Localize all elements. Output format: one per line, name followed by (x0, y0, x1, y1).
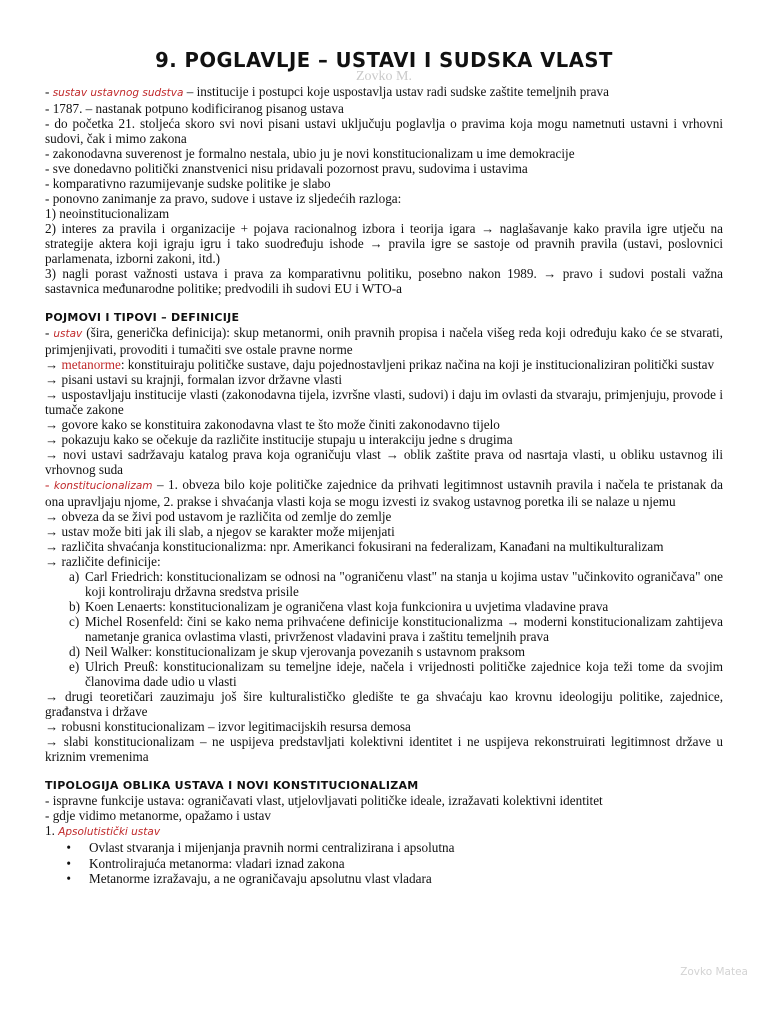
text-line: - gdje vidimo metanorme, opažamo i ustav (45, 808, 271, 823)
arrow-line: → različita shvaćanja konstitucionalizma: npr. Amerikanci fokusirani na federalizam, Kanađani na multikulturalizam (45, 539, 664, 554)
text-line: - ispravne funkcije ustava: ograničavati vlast, utjelovljavati političke ideale, izražavati kolektivni identitet (45, 793, 603, 808)
intro-line: 3) nagli porast važnosti ustava i prava za komparativnu politiku, posebno nakon 1989. → pravo i sudovi postali važna sastavnica međunarodne politike; predvodili ih sudovi EU i WTO-a (45, 266, 723, 296)
list-item: b) Koen Lenaerts: konstitucionalizam je ograničena vlast koja funkcionira u uvjetima vladavine prava (69, 599, 609, 614)
intro-line: 2) interes za pravila i organizacije + pojava racionalnog izbora i teorija igara → naglašavanje kako pravila igre utječu na strategije aktera koji igraju igru i tako suodređuju ishode → pravila igre se sastoje od pravnih pravila (ustavi, poslovnici parlamenata, izborni zakoni, itd.) (45, 221, 723, 266)
bullet-list (45, 840, 723, 887)
arrow-line: → pisani ustavi su krajnji, formalan izvor državne vlasti (45, 372, 343, 387)
arrow-line: → novi ustavi sadržavaju katalog prava koja ograničuju vlast → oblik zaštite prava od nasrtaja vlasti, u obliku ustavnog ili vrhovnog suda (45, 447, 723, 477)
ustav-definition: - ustav (šira, generička definicija): skup metanormi, onih pravnih propisa i načela višeg reda koji određuju kako će se stvarati, primjenjivati, provoditi i tumačiti sve ostale pravne norme (45, 325, 723, 357)
list-item: c) Michel Rosenfeld: čini se kako nema prihvaćene definicije konstitucionalizma → moderni konstitucionalizam zahtijeva nametanje granica ovlastima vlasti, privrženost vladavini prava i zaštitu temeljnih prava (69, 614, 723, 644)
intro-line: - ponovno zanimanje za pravo, sudove i ustave iz sljedećih razloga: (45, 191, 402, 206)
term-apsolutisticki-ustav: Apsolutistički ustav (58, 826, 161, 838)
arrow-line: → pokazuju kako se očekuje da različite institucije stupaju u interakciju jedne s drugima (45, 432, 513, 447)
intro-line: - zakonodavna suverenost je formalno nestala, ubio ju je novi konstitucionalizam u ime demokracije (45, 146, 575, 161)
spacer (45, 764, 723, 778)
intro-line: - do početka 21. stoljeća skoro svi novi pisani ustavi uključuju poglavlja o pravima koja mogu nametnuti ustavni i vrhovni sudovi, čak i mimo zakona (45, 116, 723, 146)
bullet-icon: • (66, 855, 71, 871)
term-konstitucionalizam: konstitucionalizam (53, 480, 153, 492)
list-item: • Kontrolirajuća metanorma: vladari iznad zakona (45, 856, 723, 872)
list-item: • Ovlast stvaranja i mijenjanja pravnih normi centralizirana i apsolutna (45, 840, 723, 856)
document-page (45, 0, 723, 887)
term-ustav: ustav (53, 328, 83, 340)
arrow-line: → drugi teoretičari zauzimaju još šire kulturalističko gledište te ga shvaćaju kao krovnu ideologiju politike, zajednice, građanstva i države (45, 689, 723, 719)
author-line: Zovko M. (356, 69, 412, 84)
page-title: 9. POGLAVLJE – USTAVI I SUDSKA VLAST (155, 48, 613, 72)
arrow-line: → govore kako se konstituira zakonodavna vlast te što može činiti zakonodavno tijelo (45, 417, 500, 432)
arrow-line: → slabi konstitucionalizam – ne uspijeva predstavljati kolektivni identitet i ne uspijeva rekonstruirati legitimnost države u kriznim vremenima (45, 734, 723, 764)
list-item: d) Neil Walker: konstitucionalizam je skup vjerovanja povezanih s ustavnom praksom (69, 644, 526, 659)
arrow-line: → ustav može biti jak ili slab, a njegov se karakter može mijenjati (45, 524, 395, 539)
intro-line: - sve donedavno politički znanstvenici nisu pridavali pozornost pravu, sudovima i ustavima (45, 161, 528, 176)
bullet-icon: • (66, 840, 71, 855)
arrow-line: → uspostavljaju institucije vlasti (zakonodavna tijela, izvršne vlasti, sudovi) i daju im ovlasti da stvaraju, primjenjuju, provode i tumače zakone (45, 387, 723, 417)
intro-line: 1) neoinstitucionalizam (45, 206, 170, 221)
konstitucionalizam-definition: - konstitucionalizam – 1. obveza bilo koje političke zajednice da prihvati legitimnost ustavnih pravila i načela te pristanak da ona upravljaju njome, 2. prakse i shvaćanja vlasti koja se mogu izvesti iz svakog ustavnog poretka ili se nalaze u njemu (45, 477, 723, 509)
intro-term-line: - sustav ustavnog sudstva – institucije i postupci koje uspostavlja ustav radi sudske zaštite temeljnih prava (45, 84, 609, 99)
list-item: • Metanorme izražavaju, a ne ograničavaju apsolutnu vlast vladara (45, 871, 723, 887)
intro-line: - 1787. – nastanak potpuno kodificiranog pisanog ustava (45, 101, 344, 116)
section-heading-definicije: POJMOVI I TIPOVI – DEFINICIJE (45, 311, 240, 324)
numbered-item: 1. Apsolutistički ustav (45, 823, 161, 838)
arrow-line: → različite definicije: (45, 554, 161, 569)
list-item: a) Carl Friedrich: konstitucionalizam se odnosi na "ograničenu vlast" na stanja u kojima ustav "učinkovito ograničava" one koji kontroliraju državna sredstva prisile (69, 569, 723, 599)
bullet-icon: • (66, 871, 71, 886)
arrow-line: → obveza da se živi pod ustavom je različita od zemlje do zemlje (45, 509, 392, 524)
term-sustav-ustavnog-sudstva: sustav ustavnog sudstva (52, 87, 184, 99)
footer-watermark: Zovko Matea (680, 966, 748, 978)
list-item: e) Ulrich Preuß: konstitucionalizam su temeljne ideje, načela i vrijednosti političke zajednice koja teži tome da svojim članovima dade udio u vlasti (69, 659, 723, 689)
intro-line: - komparativno razumijevanje sudske politike je slabo (45, 176, 331, 191)
arrow-line: → robusni konstitucionalizam – izvor legitimacijskih resursa demosa (45, 719, 411, 734)
term-metanorme: metanorme (61, 357, 121, 372)
spacer (45, 296, 723, 310)
definitions-list (45, 569, 723, 689)
metanorme-definition: → metanorme: konstituiraju političke sustave, daju pojednostavljeni prikaz načina na koji je institucionaliziran politički sustav (45, 357, 715, 372)
section-heading-tipologija: TIPOLOGIJA OBLIKA USTAVA I NOVI KONSTITUCIONALIZAM (45, 779, 419, 792)
